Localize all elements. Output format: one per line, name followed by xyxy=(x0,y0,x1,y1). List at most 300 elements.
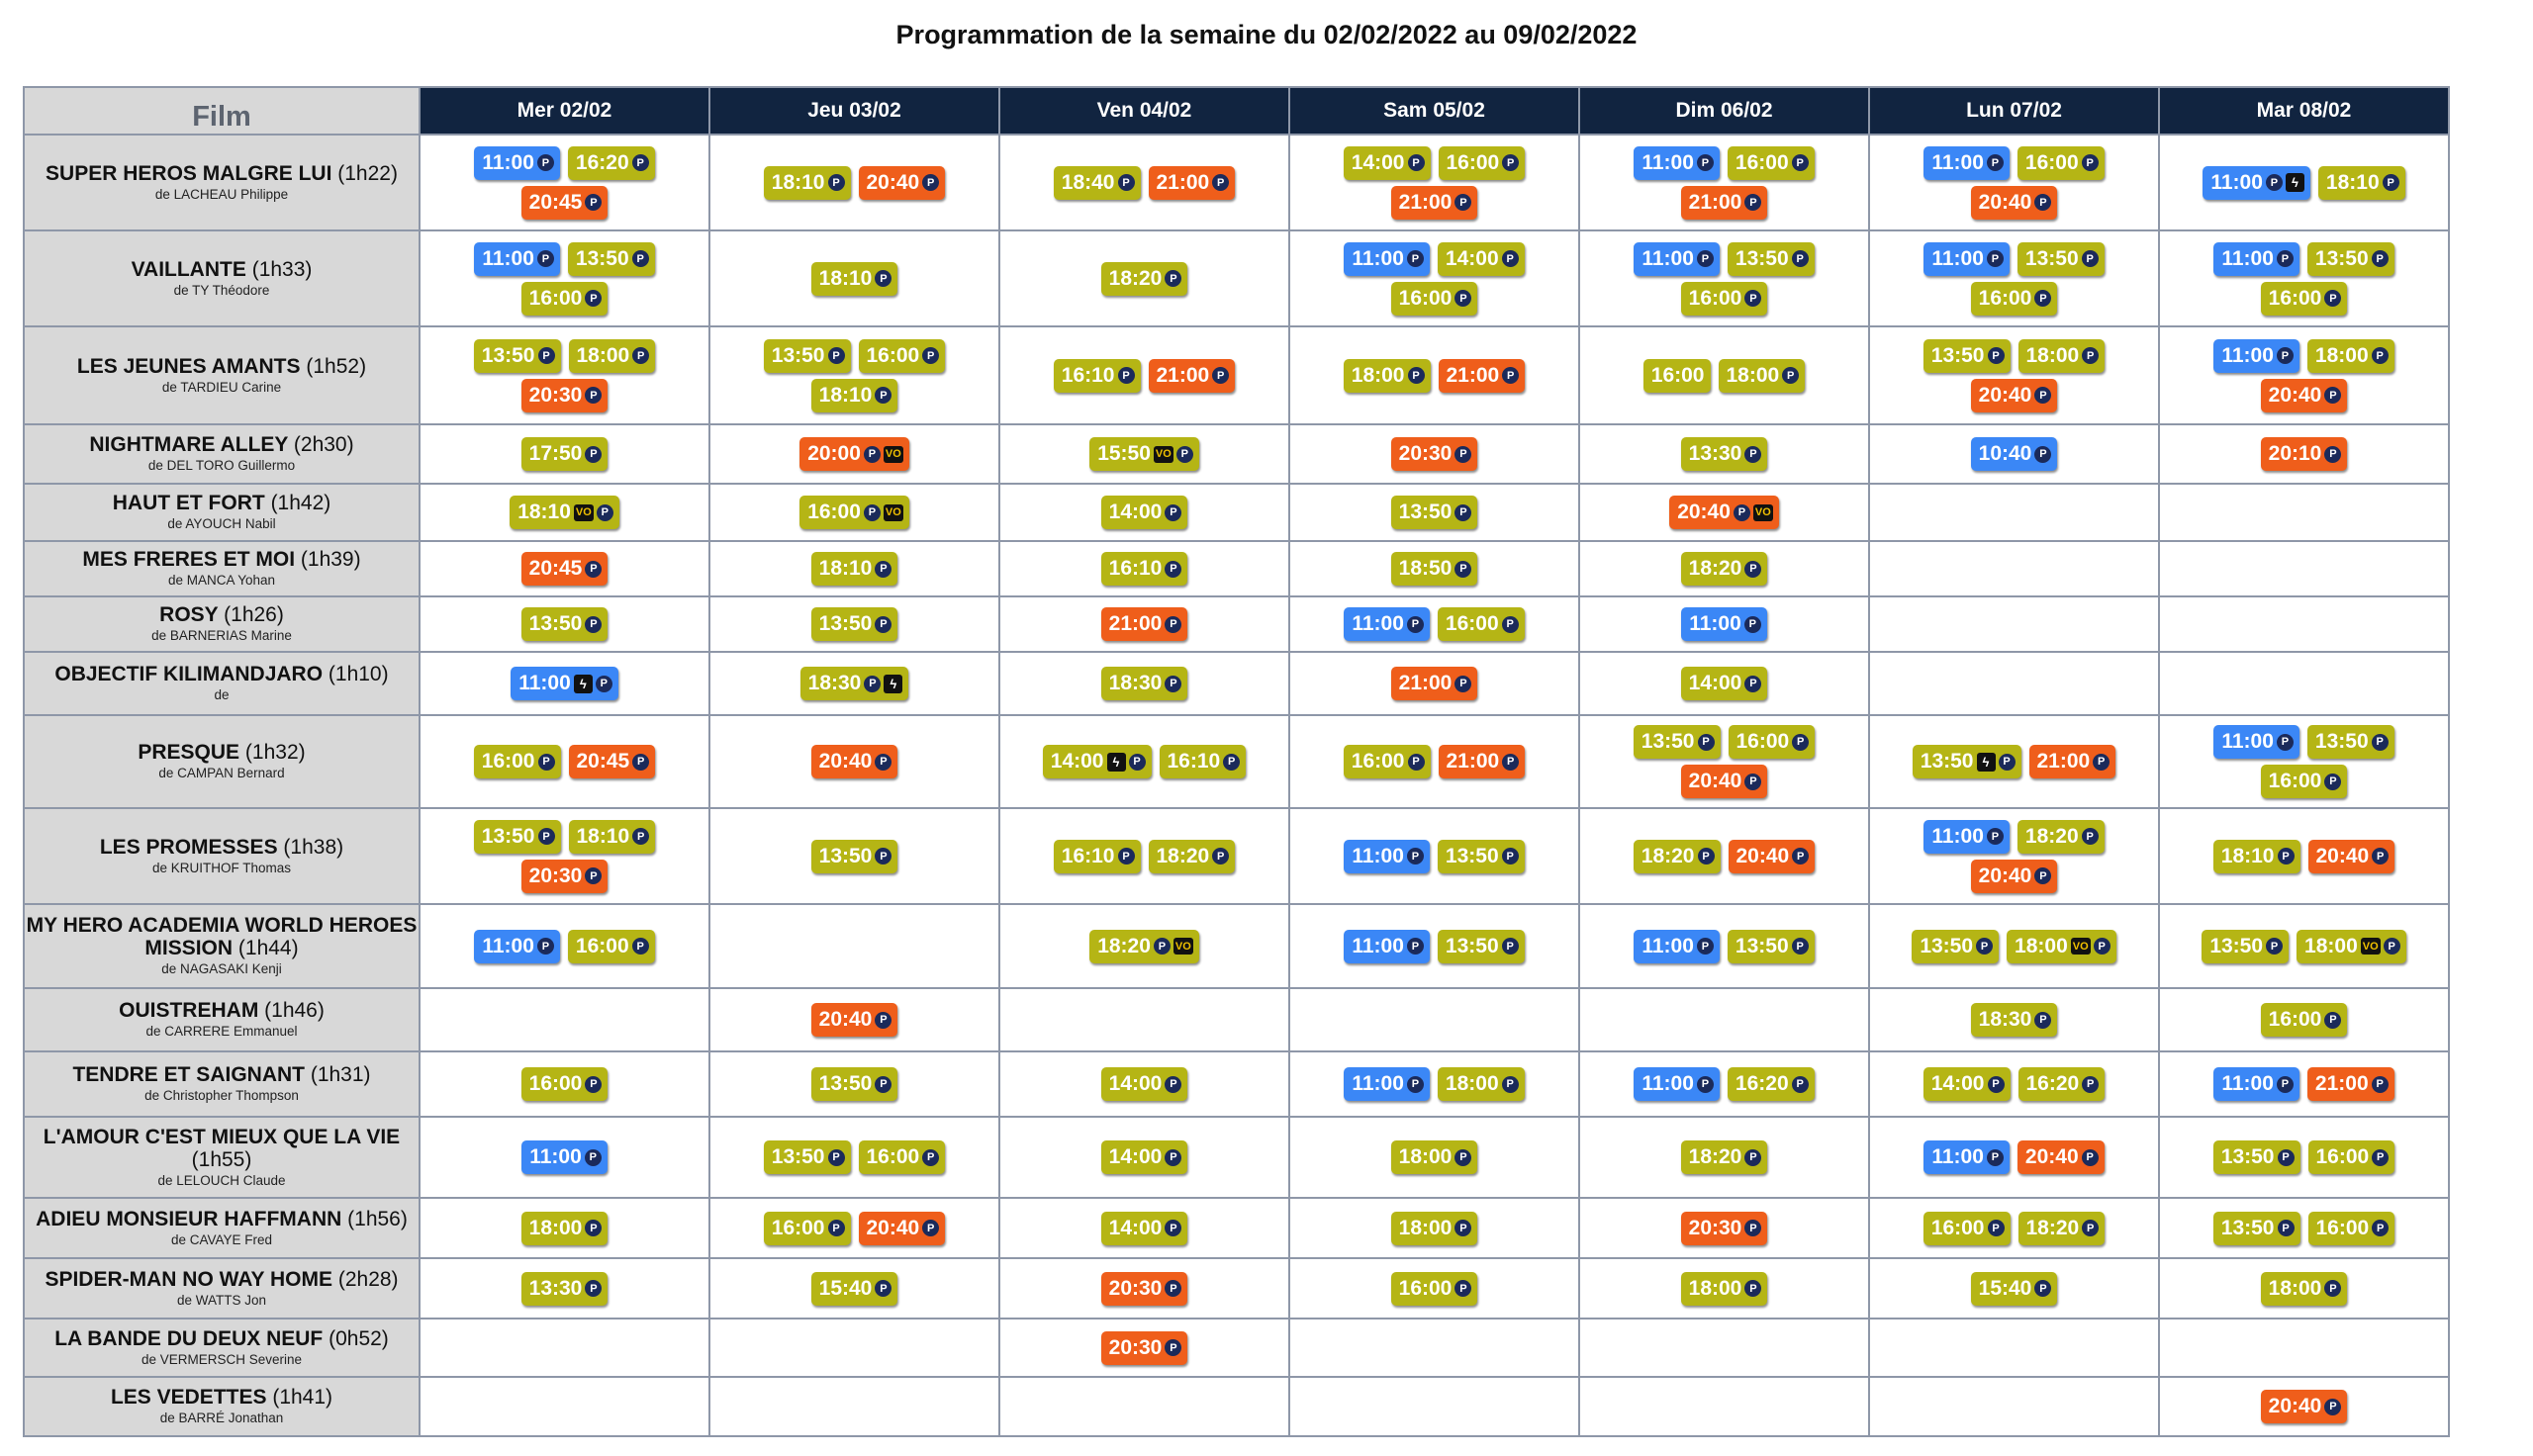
showtime-badge[interactable] xyxy=(474,745,561,778)
showtime-group xyxy=(1681,437,1768,471)
showtime-badge[interactable] xyxy=(1439,146,1526,180)
showtime-time: 14:00 xyxy=(1108,1145,1163,1168)
showtime-badge[interactable] xyxy=(1101,1212,1188,1245)
showtime-badge[interactable] xyxy=(1681,1272,1768,1306)
showtime-badge[interactable] xyxy=(569,820,656,854)
showtime-badge[interactable] xyxy=(2307,242,2394,276)
showtime-badge[interactable] xyxy=(1923,1212,2011,1245)
showtime-badge[interactable] xyxy=(2261,765,2348,798)
showtime-badge[interactable] xyxy=(2213,339,2299,373)
showtime-group xyxy=(799,496,909,529)
showtime-badge[interactable] xyxy=(1101,552,1188,586)
showtime-badge[interactable] xyxy=(1344,242,1430,276)
showtime-badge[interactable] xyxy=(859,166,946,200)
showtime-badge[interactable] xyxy=(2261,379,2348,412)
showtime-cell xyxy=(999,230,1289,326)
film-duration: (1h38) xyxy=(283,835,344,859)
showtime-badge[interactable] xyxy=(2017,146,2105,180)
showtime-time: 11:00 xyxy=(1689,612,1741,635)
showtime-time: 13:30 xyxy=(1688,442,1742,465)
showtime-badge[interactable] xyxy=(1101,1272,1188,1306)
showtime-time: 16:00 xyxy=(2315,1216,2370,1239)
showtime-time: 20:40 xyxy=(866,1216,920,1239)
film-director: de BARRÉ Jonathan xyxy=(159,1410,284,1425)
showtime-badge[interactable] xyxy=(2261,1003,2348,1037)
showtime-cell xyxy=(1579,230,1869,326)
showtime-badge[interactable] xyxy=(1149,359,1236,393)
showtime-group xyxy=(521,437,609,471)
showtime-group xyxy=(1101,667,1188,700)
showtime-badge[interactable] xyxy=(1971,186,2058,220)
film-duration: (2h30) xyxy=(293,433,354,456)
showtime-time: 21:00 xyxy=(1398,190,1453,214)
showtime-badge[interactable] xyxy=(2213,1212,2300,1245)
showtime-badge[interactable] xyxy=(1344,146,1431,180)
showtime-badge[interactable] xyxy=(521,437,609,471)
showtime-badge[interactable] xyxy=(1681,282,1768,316)
showtime-badge[interactable] xyxy=(2007,930,2116,963)
showtime-time: 18:20 xyxy=(1688,1145,1742,1168)
showtime-group xyxy=(1101,262,1188,296)
pass-icon: P xyxy=(875,616,891,633)
pass-icon: P xyxy=(875,270,891,287)
showtime-time: 11:00 xyxy=(1352,934,1404,957)
showtime-badge[interactable] xyxy=(2017,242,2105,276)
showtime-badge[interactable] xyxy=(1344,1067,1430,1101)
showtime-badge[interactable] xyxy=(1923,146,2010,180)
vo-badge-icon: VO xyxy=(884,504,903,521)
pass-icon: P xyxy=(2372,734,2389,751)
showtime-badge[interactable] xyxy=(2261,1390,2348,1423)
film-duration: (1h10) xyxy=(328,663,389,685)
showtime-group xyxy=(2202,930,2405,963)
showtime-time: 16:00 xyxy=(1930,1216,1985,1239)
showtime-badge[interactable] xyxy=(1728,242,1815,276)
showtime-badge[interactable] xyxy=(474,930,560,963)
showtime-badge[interactable] xyxy=(1160,745,1247,778)
showtime-cell xyxy=(420,652,709,715)
showtime-badge[interactable] xyxy=(811,745,898,778)
showtime-time: 13:50 xyxy=(2024,246,2079,270)
pass-icon: P xyxy=(2266,938,2283,955)
pass-icon: P xyxy=(1792,938,1809,955)
showtime-badge[interactable] xyxy=(2018,1067,2106,1101)
showtime-badge[interactable] xyxy=(2029,745,2116,778)
pass-icon: P xyxy=(632,828,649,845)
showtime-badge[interactable] xyxy=(2308,840,2395,873)
film-title-line xyxy=(25,603,419,626)
showtime-time: 18:00 xyxy=(2268,1276,2322,1300)
showtime-badge[interactable] xyxy=(474,820,561,854)
showtime-badge[interactable] xyxy=(2017,820,2105,854)
showtime-badge[interactable] xyxy=(1438,930,1525,963)
showtime-group xyxy=(811,840,898,873)
pass-icon: P xyxy=(1129,754,1146,771)
showtime-badge[interactable] xyxy=(1923,242,2010,276)
showtime-cell xyxy=(1289,541,1579,596)
showtime-badge[interactable] xyxy=(1681,437,1768,471)
showtime-time: 21:00 xyxy=(1156,363,1210,387)
showtime-badge[interactable] xyxy=(1681,1212,1768,1245)
showtime-badge[interactable] xyxy=(2261,437,2348,471)
showtime-badge[interactable] xyxy=(2213,725,2299,759)
showtime-badge[interactable] xyxy=(1391,496,1478,529)
pass-icon: P xyxy=(1118,174,1135,191)
showtime-time: 14:00 xyxy=(1108,500,1163,523)
film-director: de AYOUCH Nabil xyxy=(167,516,276,531)
showtime-badge[interactable] xyxy=(764,1140,851,1174)
showtime-time: 13:50 xyxy=(2314,246,2369,270)
showtime-time: 18:30 xyxy=(1978,1008,2032,1031)
film-title: TENDRE ET SAIGNANT xyxy=(72,1063,305,1086)
showtime-group xyxy=(1101,1140,1188,1174)
showtime-badge[interactable] xyxy=(799,496,909,529)
pass-icon: P xyxy=(2277,734,2294,751)
showtime-time: 14:00 xyxy=(1108,1216,1163,1239)
showtime-badge[interactable] xyxy=(1101,262,1188,296)
showtime-badge[interactable] xyxy=(1634,242,1720,276)
showtime-badge[interactable] xyxy=(1149,840,1236,873)
film-title: MY HERO ACADEMIA WORLD HEROES MISSION xyxy=(26,914,418,959)
showtime-badge[interactable] xyxy=(811,379,898,412)
showtime-time: 14:00 xyxy=(1930,1072,1985,1095)
showtime-badge[interactable] xyxy=(2213,1140,2300,1174)
pass-icon: P xyxy=(596,676,612,692)
showtime-cell xyxy=(1579,596,1869,652)
showtime-badge[interactable] xyxy=(811,1067,898,1101)
showtime-time: 21:00 xyxy=(1446,750,1500,773)
showtime-cell xyxy=(1579,135,1869,230)
showtime-time: 11:00 xyxy=(2221,1072,2274,1095)
showtime-badge[interactable] xyxy=(811,552,898,586)
showtime-badge[interactable] xyxy=(1971,860,2058,893)
showtime-badge[interactable] xyxy=(1089,930,1199,963)
showtime-badge[interactable] xyxy=(1054,359,1141,393)
pass-icon: P xyxy=(1502,250,1519,267)
showtime-badge[interactable] xyxy=(2307,1067,2394,1101)
showtime-badge[interactable] xyxy=(568,146,655,180)
showtime-badge[interactable] xyxy=(2018,339,2106,373)
showtime-badge[interactable] xyxy=(1438,242,1525,276)
showtime-badge[interactable] xyxy=(764,1212,851,1245)
showtime-badge[interactable] xyxy=(1923,1140,2010,1174)
showtime-badge[interactable] xyxy=(1344,745,1431,778)
film-director: de Christopher Thompson xyxy=(144,1088,299,1103)
showtime-cell xyxy=(420,904,709,988)
showtime-badge[interactable] xyxy=(2213,840,2300,873)
showtime-group xyxy=(521,1212,609,1245)
showtime-badge[interactable] xyxy=(1729,840,1816,873)
showtime-badge[interactable] xyxy=(1089,437,1199,471)
film-title: NIGHTMARE ALLEY xyxy=(89,433,289,456)
showtime-time: 13:50 xyxy=(2220,1145,2275,1168)
showtime-badge[interactable] xyxy=(1391,667,1478,700)
showtime-badge[interactable] xyxy=(1728,1067,1815,1101)
showtime-time: 21:00 xyxy=(2036,750,2091,773)
showtime-cell xyxy=(1579,484,1869,541)
pass-icon: P xyxy=(1744,561,1761,578)
film-row xyxy=(24,541,2449,596)
showtime-badge[interactable] xyxy=(521,186,609,220)
showtime-time: 18:10 xyxy=(2220,844,2275,867)
showtime-badge[interactable] xyxy=(2318,166,2405,200)
showtime-badge[interactable] xyxy=(859,1140,946,1174)
showtime-badge[interactable] xyxy=(1681,186,1768,220)
showtime-group xyxy=(1101,1067,1188,1101)
showtime-badge[interactable] xyxy=(510,496,619,529)
showtime-time: 13:50 xyxy=(481,824,535,848)
showtime-badge[interactable] xyxy=(811,607,898,641)
showtime-badge[interactable] xyxy=(1681,667,1768,700)
pass-icon: P xyxy=(585,561,602,578)
showtime-badge[interactable] xyxy=(1101,1140,1188,1174)
showtime-badge[interactable] xyxy=(1438,840,1525,873)
showtime-badge[interactable] xyxy=(2202,930,2289,963)
showtime-time: 13:50 xyxy=(481,343,535,367)
showtime-badge[interactable] xyxy=(2308,1212,2395,1245)
showtime-badge[interactable] xyxy=(1971,437,2058,471)
showtime-badge[interactable] xyxy=(1101,607,1188,641)
showtime-time: 11:00 xyxy=(2210,170,2263,194)
showtime-badge[interactable] xyxy=(568,930,655,963)
pass-icon: P xyxy=(597,504,613,521)
showtime-badge[interactable] xyxy=(2203,166,2310,200)
showtime-badge[interactable] xyxy=(521,552,609,586)
showtime-time: 18:00 xyxy=(1445,1072,1499,1095)
pass-icon: P xyxy=(1744,1220,1761,1236)
showtime-badge[interactable] xyxy=(2307,339,2394,373)
showtime-badge[interactable] xyxy=(1634,725,1721,759)
showtime-badge[interactable] xyxy=(1101,667,1188,700)
showtime-badge[interactable] xyxy=(811,840,898,873)
showtime-badge[interactable] xyxy=(1391,437,1478,471)
showtime-cell xyxy=(709,541,999,596)
showtime-badge[interactable] xyxy=(2297,930,2406,963)
film-duration: (1h44) xyxy=(237,937,299,959)
showtime-cell xyxy=(999,1258,1289,1319)
showtime-badge[interactable] xyxy=(474,339,561,373)
showtime-badge[interactable] xyxy=(1634,1067,1720,1101)
showtime-cell xyxy=(999,135,1289,230)
showtime-cell xyxy=(1579,1377,1869,1436)
vo-badge-icon: VO xyxy=(1154,446,1173,463)
showtime-badge[interactable] xyxy=(1923,1067,2011,1101)
showtime-badge[interactable] xyxy=(1438,607,1525,641)
pass-icon: P xyxy=(1988,1220,2005,1236)
showtime-badge[interactable] xyxy=(1391,282,1478,316)
showtime-badge[interactable] xyxy=(1054,166,1141,200)
showtime-badge[interactable] xyxy=(1054,840,1141,873)
accessibility-icon: ϟ xyxy=(574,675,593,693)
showtime-group xyxy=(1596,242,1853,316)
showtime-badge[interactable] xyxy=(764,166,851,200)
showtime-badge[interactable] xyxy=(1344,359,1431,393)
showtime-badge[interactable] xyxy=(2307,725,2394,759)
showtime-cell xyxy=(420,1198,709,1258)
showtime-badge[interactable] xyxy=(1729,725,1816,759)
film-title-line xyxy=(25,548,419,571)
showtime-badge[interactable] xyxy=(521,1067,609,1101)
showtime-time: 14:00 xyxy=(1050,750,1104,773)
showtime-badge[interactable] xyxy=(1971,379,2058,412)
showtime-badge[interactable] xyxy=(1634,930,1720,963)
showtime-badge[interactable] xyxy=(764,339,851,373)
showtime-group xyxy=(1101,1331,1188,1365)
showtime-badge[interactable] xyxy=(1912,930,1999,963)
showtime-badge[interactable] xyxy=(474,242,560,276)
pass-icon: P xyxy=(1165,270,1181,287)
showtime-badge[interactable] xyxy=(2018,1212,2106,1245)
showtime-badge[interactable] xyxy=(1913,745,2021,778)
showtime-badge[interactable] xyxy=(521,282,609,316)
showtime-badge[interactable] xyxy=(521,379,609,412)
showtime-badge[interactable] xyxy=(1391,1212,1478,1245)
vo-badge-icon: VO xyxy=(2071,938,2091,955)
showtime-badge[interactable] xyxy=(1681,765,1768,798)
showtime-badge[interactable] xyxy=(1439,745,1526,778)
showtime-badge[interactable] xyxy=(521,860,609,893)
showtime-time: 18:40 xyxy=(1061,170,1115,194)
showtime-time: 13:50 xyxy=(771,1145,825,1168)
showtime-badge[interactable] xyxy=(2213,242,2299,276)
film-title: PRESQUE xyxy=(138,741,240,764)
showtime-badge[interactable] xyxy=(1438,1067,1525,1101)
showtime-badge[interactable] xyxy=(1923,820,2010,854)
showtime-badge[interactable] xyxy=(2261,282,2348,316)
film-title-line xyxy=(25,836,419,859)
showtime-badge[interactable] xyxy=(521,607,609,641)
showtime-cell xyxy=(999,1198,1289,1258)
showtime-cell xyxy=(2159,1198,2449,1258)
showtime-group xyxy=(811,1067,898,1101)
showtime-badge[interactable] xyxy=(1344,607,1430,641)
showtime-badge[interactable] xyxy=(799,437,909,471)
showtime-time: 11:00 xyxy=(518,672,571,694)
showtime-badge[interactable] xyxy=(811,1272,898,1306)
showtime-badge[interactable] xyxy=(2213,1067,2299,1101)
showtime-badge[interactable] xyxy=(569,339,656,373)
showtime-time: 13:50 xyxy=(1641,730,1695,753)
showtime-cell xyxy=(1869,1377,2159,1436)
showtime-badge[interactable] xyxy=(1634,840,1721,873)
showtime-cell xyxy=(1289,808,1579,904)
showtime-group xyxy=(1391,552,1478,586)
showtime-badge[interactable] xyxy=(1923,339,2011,373)
showtime-badge[interactable] xyxy=(1719,359,1806,393)
showtime-badge[interactable] xyxy=(1681,607,1767,641)
showtime-badge[interactable] xyxy=(1971,1003,2058,1037)
film-cell xyxy=(24,1377,420,1436)
showtime-badge[interactable] xyxy=(1439,359,1526,393)
showtime-time: 18:50 xyxy=(1398,557,1453,580)
showtime-badge[interactable] xyxy=(1669,496,1779,529)
showtime-badge[interactable] xyxy=(1344,840,1430,873)
showtime-group xyxy=(2261,1272,2348,1306)
showtime-badge[interactable] xyxy=(2308,1140,2395,1174)
pass-icon: P xyxy=(1165,1339,1181,1356)
showtime-badge[interactable] xyxy=(474,146,560,180)
showtime-cell xyxy=(709,424,999,484)
showtime-group xyxy=(1344,840,1524,873)
vo-badge-icon: VO xyxy=(1753,504,1773,521)
showtime-time: 11:00 xyxy=(1642,934,1694,957)
pass-icon: P xyxy=(1454,1220,1471,1236)
showtime-badge[interactable] xyxy=(1681,552,1768,586)
showtime-time: 16:00 xyxy=(2024,150,2079,174)
showtime-badge[interactable] xyxy=(1391,1272,1478,1306)
film-row xyxy=(24,484,2449,541)
showtime-badge[interactable] xyxy=(1149,166,1236,200)
showtime-time: 16:00 xyxy=(807,500,861,523)
showtime-time: 15:50 xyxy=(1097,442,1151,465)
film-row xyxy=(24,326,2449,424)
showtime-time: 11:00 xyxy=(1642,150,1694,174)
showtime-group xyxy=(1681,607,1767,641)
showtime-badge[interactable] xyxy=(1971,1272,2058,1306)
showtime-badge[interactable] xyxy=(811,1003,898,1037)
showtime-badge[interactable] xyxy=(859,1212,946,1245)
pass-icon: P xyxy=(2082,1220,2099,1236)
showtime-badge[interactable] xyxy=(1043,745,1152,778)
showtime-badge[interactable] xyxy=(568,242,655,276)
showtime-badge[interactable] xyxy=(569,745,656,778)
showtime-badge[interactable] xyxy=(1391,186,1478,220)
pass-icon: P xyxy=(2082,1149,2099,1166)
showtime-badge[interactable] xyxy=(1681,1140,1768,1174)
showtime-time: 16:00 xyxy=(575,934,629,957)
pass-icon: P xyxy=(1744,616,1761,633)
showtime-badge[interactable] xyxy=(1344,930,1430,963)
showtime-time: 18:20 xyxy=(1156,844,1210,867)
showtime-badge[interactable] xyxy=(1391,552,1478,586)
pass-icon: P xyxy=(2324,1399,2341,1415)
showtime-badge[interactable] xyxy=(1101,1067,1188,1101)
showtime-badge[interactable] xyxy=(521,1140,608,1174)
film-cell xyxy=(24,1051,420,1117)
showtime-badge[interactable] xyxy=(800,667,909,700)
showtime-badge[interactable] xyxy=(2261,1272,2348,1306)
showtime-badge[interactable] xyxy=(1643,359,1711,393)
showtime-cell xyxy=(420,541,709,596)
showtime-badge[interactable] xyxy=(1101,1331,1188,1365)
pass-icon: P xyxy=(1744,1149,1761,1166)
showtime-badge[interactable] xyxy=(521,1212,609,1245)
showtime-badge[interactable] xyxy=(811,262,898,296)
showtime-time: 20:40 xyxy=(1978,864,2032,887)
showtime-badge[interactable] xyxy=(1971,282,2058,316)
pass-icon: P xyxy=(2034,1280,2051,1297)
showtime-badge[interactable] xyxy=(1728,930,1815,963)
showtime-badge[interactable] xyxy=(511,667,618,700)
showtime-badge[interactable] xyxy=(1634,146,1720,180)
showtime-badge[interactable] xyxy=(1101,496,1188,529)
showtime-group xyxy=(2213,840,2394,873)
showtime-cell xyxy=(999,808,1289,904)
showtime-badge[interactable] xyxy=(521,1272,609,1306)
showtime-badge[interactable] xyxy=(1391,1140,1478,1174)
showtime-cell xyxy=(1289,1051,1579,1117)
pass-icon: P xyxy=(875,561,891,578)
showtime-group xyxy=(2261,1390,2348,1423)
film-title: ADIEU MONSIEUR HAFFMANN xyxy=(36,1207,342,1230)
showtime-badge[interactable] xyxy=(1728,146,1815,180)
pass-icon: P xyxy=(538,754,555,771)
pass-icon: P xyxy=(2372,1076,2389,1093)
showtime-group xyxy=(474,745,655,778)
pass-icon: P xyxy=(2277,250,2294,267)
showtime-badge[interactable] xyxy=(2017,1140,2105,1174)
showtime-badge[interactable] xyxy=(859,339,946,373)
